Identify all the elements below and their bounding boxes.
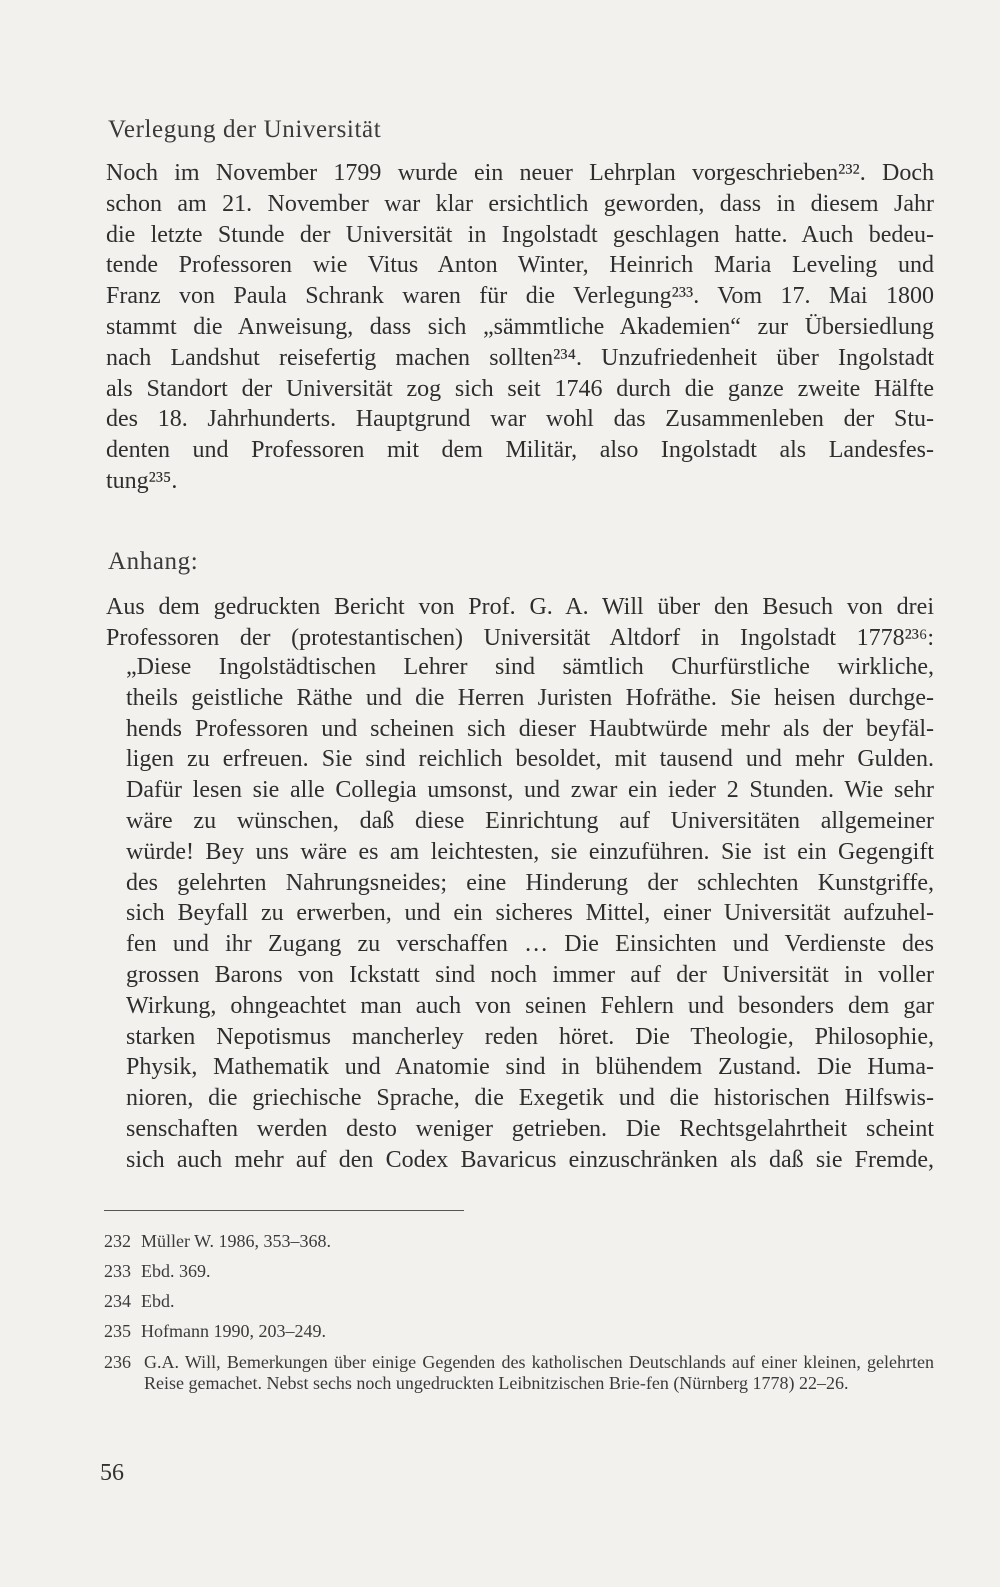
text-line: nach Landshut reisefertig machen sollten²³⁴. Unzufriedenheit über Ingolstadt [106, 344, 934, 371]
text-line: Franz von Paula Schrank waren für die Verlegung²³³. Vom 17. Mai 1800 [106, 283, 934, 310]
text-line: sich Beyfall zu erwerben, und ein sicheres Mittel, einer Universität aufzuhel- [126, 900, 934, 927]
footnote [104, 1286, 934, 1316]
text-line: stammt die Anweisung, dass sich „sämmtliche Akademien“ zur Übersiedlung [106, 313, 934, 340]
text-line: schon am 21. November war klar ersichtlich geworden, dass in diesem Jahr [106, 190, 934, 217]
footnote-number: 234 [104, 1291, 131, 1311]
text-line: Dafür lesen sie alle Collegia umsonst, und zwar ein ieder 2 Stunden. Wie sehr [126, 777, 934, 804]
paragraph-anhang-intro [106, 592, 934, 654]
text-line: Physik, Mathematik und Anatomie sind in blühendem Zustand. Die Huma- [126, 1054, 934, 1081]
section-heading-verlegung: Verlegung der Universität [108, 116, 382, 143]
footnote-text: Hofmann 1990, 203–249. [141, 1321, 326, 1341]
text-line: tung²³⁵. [106, 467, 178, 494]
text-line: „Diese Ingolstädtischen Lehrer sind sämtlich Churfürstliche wirkliche, [126, 654, 934, 680]
footnote [104, 1352, 934, 1394]
footnote-separator [104, 1210, 464, 1211]
section-heading-anhang: Anhang: [108, 548, 199, 575]
text-line: nioren, die griechische Sprache, die Exegetik und die historischen Hilfswis- [126, 1085, 934, 1112]
text-line: Professoren der (protestantischen) Universität Altdorf in Ingolstadt 1778²³⁶: [106, 624, 934, 651]
footnote-text: G.A. Will, Bemerkungen über einige Gegenden des katholischen Deutschlands auf einer kleinen, gelehrten Reise gemachet. Nebst sechs noch ungedruckten Leibnitzischen Brie-fen (Nürnberg 1778) 22–26. [144, 1352, 934, 1393]
footnote-number: 235 [104, 1321, 131, 1341]
text-line: ligen zu erfreuen. Sie sind reichlich besoldet, mit tausend und mehr Gulden. [126, 746, 934, 773]
footnote-text: Müller W. 1986, 353–368. [141, 1231, 332, 1251]
footnote-number: 236 [104, 1352, 131, 1372]
text-line: Noch im November 1799 wurde ein neuer Lehrplan vorgeschrieben²³². Doch [106, 160, 934, 186]
text-line: tende Professoren wie Vitus Anton Winter, Heinrich Maria Leveling und [106, 252, 934, 279]
page-number: 56 [100, 1460, 124, 1486]
text-line: senschaften werden desto weniger getrieben. Die Rechtsgelahrtheit scheint [126, 1115, 934, 1142]
text-line: denten und Professoren mit dem Militär, also Ingolstadt als Landesfes- [106, 437, 934, 464]
text-line: des gelehrten Nahrungsneides; eine Hinderung der schlechten Kunstgriffe, [126, 869, 934, 896]
text-line: hends Professoren und scheinen sich dieser Haubtwürde mehr als der beyfäl- [126, 715, 934, 742]
footnote [104, 1316, 934, 1346]
text-line: wäre zu wünschen, daß diese Einrichtung auf Universitäten allgemeiner [126, 807, 934, 834]
text-line: würde! Bey uns wäre es am leichtesten, sie einzuführen. Sie ist ein Gegengift [126, 838, 934, 865]
text-line: Aus dem gedruckten Bericht von Prof. G. A. Will über den Besuch von drei [106, 594, 934, 620]
footnote-number: 233 [104, 1261, 131, 1281]
footnote-text: Ebd. 369. [141, 1261, 211, 1281]
text-line: des 18. Jahrhunderts. Hauptgrund war wohl das Zusammenleben der Stu- [106, 406, 934, 433]
footnote-number: 232 [104, 1231, 131, 1251]
text-line: als Standort der Universität zog sich seit 1746 durch die ganze zweite Hälfte [106, 375, 934, 402]
text-line: starken Nepotismus mancherley reden höret. Die Theologie, Philosophie, [126, 1023, 934, 1050]
text-line: sich auch mehr auf den Codex Bavaricus einzuschränken als daß sie Fremde, [126, 1146, 934, 1173]
text-line: fen und ihr Zugang zu verschaffen … Die Einsichten und Verdienste des [126, 931, 934, 958]
text-line: grossen Barons von Ickstatt sind noch immer auf der Universität in voller [126, 961, 934, 988]
footnote [104, 1256, 934, 1286]
footnotes [104, 1226, 934, 1394]
footnote [104, 1226, 934, 1256]
text-line: theils geistliche Räthe und die Herren Juristen Hofräthe. Sie heisen durchge- [126, 684, 934, 711]
quotation-block [106, 652, 934, 1176]
footnote-text: Ebd. [141, 1291, 175, 1311]
text-line: Wirkung, ohngeachtet man auch von seinen Fehlern und besonders dem gar [126, 992, 934, 1019]
paragraph-verlegung [106, 158, 934, 497]
text-line: die letzte Stunde der Universität in Ingolstadt geschlagen hatte. Auch bedeu- [106, 221, 934, 248]
